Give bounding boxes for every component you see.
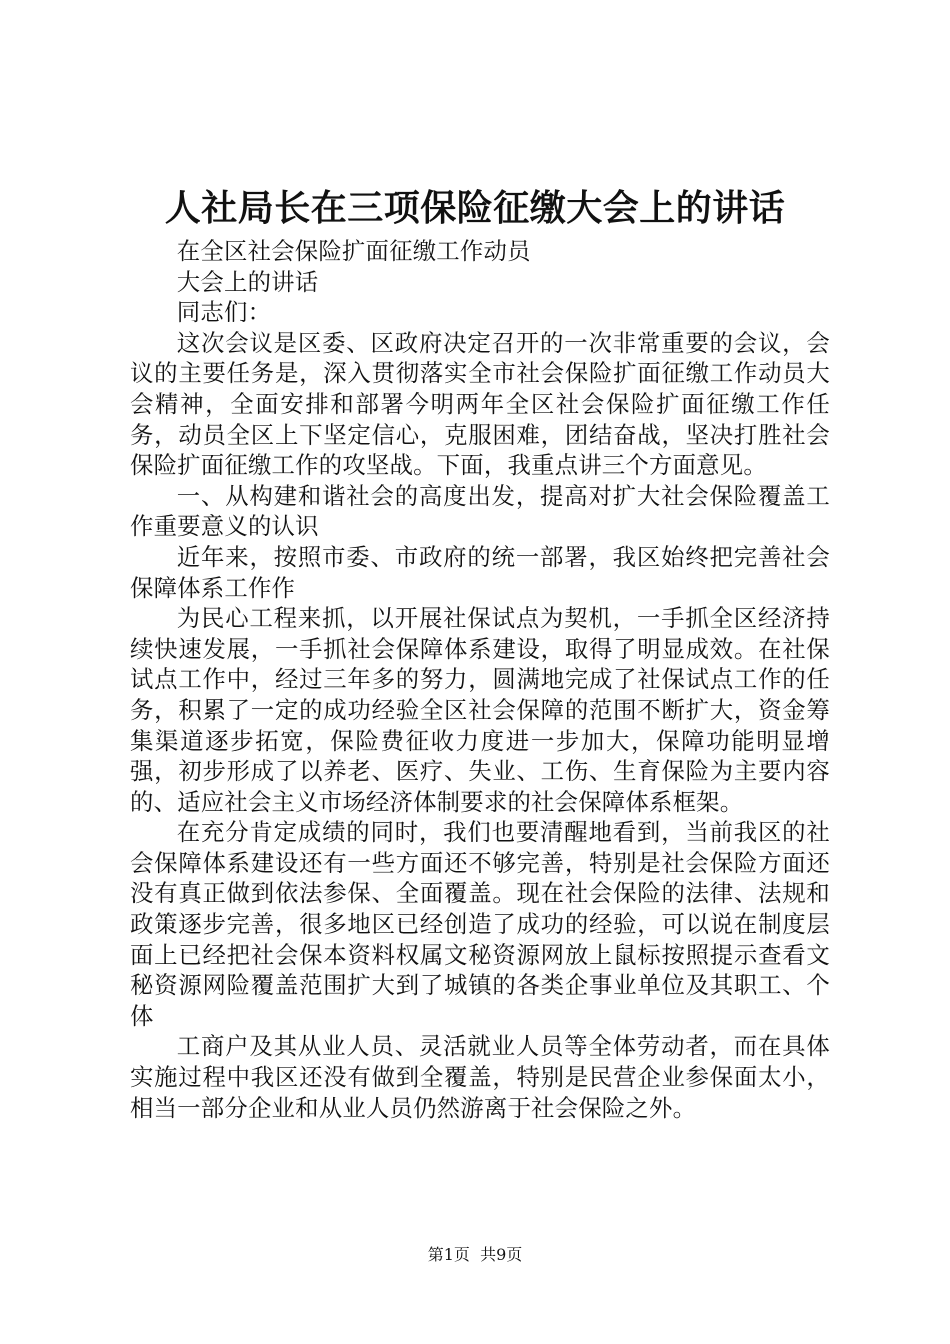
page-footer: [0, 1244, 950, 1266]
paragraph-body-2: 为民心工程来抓，以开展社保试点为契机，一手抓全区经济持续快速发展，一手抓社会保障体系建设，取得了明显成效。在社保试点工作中，经过三年多的努力，圆满地完成了社保试点工作的任务，积累了一定的成功经验全区社会保障的范围不断扩大，资金筹集渠道逐步拓宽，保险费征收力度进一步加大，保障功能明显增强，初步形成了以养老、医疗、失业、工伤、生育保险为主要内容的、适应社会主义市场经济体制要求的社会保障体系框架。: [130, 604, 830, 816]
page-number-label: 第1页 共9页: [427, 1245, 523, 1264]
paragraph-subtitle-line-1: 在全区社会保险扩面征缴工作动员: [176, 237, 531, 265]
document-body: [130, 236, 830, 1123]
paragraph-body-4: 工商户及其从业人员、灵活就业人员等全体劳动者，而在具体实施过程中我区还没有做到全覆盖，特别是民营企业参保面太小，相当一部分企业和从业人员仍然游离于社会保险之外。: [130, 1032, 830, 1122]
paragraph-subtitle-line-2: 大会上的讲话: [176, 267, 319, 296]
paragraph-intro: 这次会议是区委、区政府决定召开的一次非常重要的会议，会议的主要任务是，深入贯彻落实全市社会保险扩面征缴工作动员大会精神，全面安排和部署今明两年全区社会保险扩面征缴工作任务，动员全区上下坚定信心，克服困难，团结奋战，坚决打胜社会保险扩面征缴工作的攻坚战。下面，我重点讲三个方面意见。: [130, 328, 830, 480]
paragraph-body-1: 近年来，按照市委、市政府的统一部署，我区始终把完善社会保障体系工作作: [130, 542, 830, 602]
paragraph-section-heading-1: 一、从构建和谐社会的高度出发，提高对扩大社会保险覆盖工作重要意义的认识: [130, 481, 830, 541]
paragraph-body-3: 在充分肯定成绩的同时，我们也要清醒地看到，当前我区的社会保障体系建设还有一些方面还不够完善，特别是社会保险方面还没有真正做到依法参保、全面覆盖。现在社会保险的法律、法规和政策逐步完善，很多地区已经创造了成功的经验，可以说在制度层面上已经把社会保本资料权属文秘资源网放上鼠标按照提示查看文秘资源网险覆盖范围扩大到了城镇的各类企事业单位及其职工、个体: [130, 818, 830, 1030]
paragraph-salutation: 同志们：: [176, 298, 272, 327]
document-title: 人社局长在三项保险征缴大会上的讲话: [164, 188, 786, 229]
